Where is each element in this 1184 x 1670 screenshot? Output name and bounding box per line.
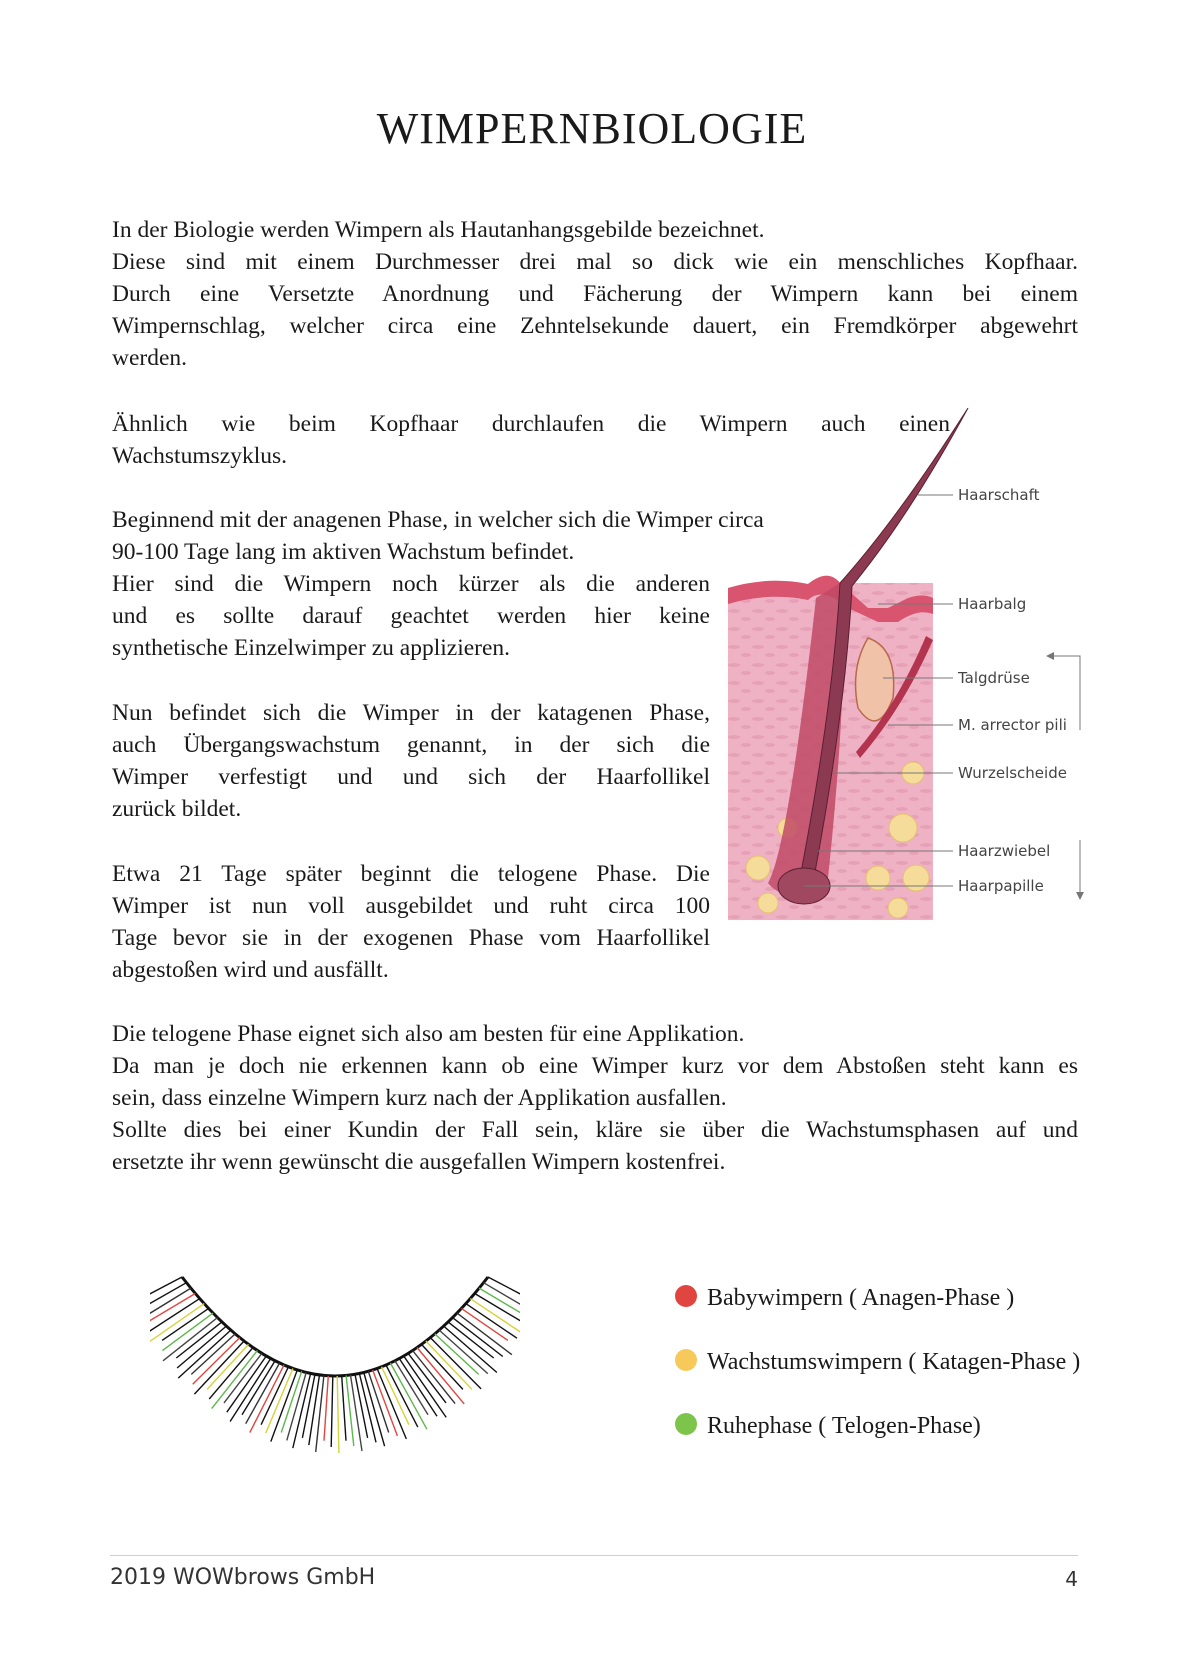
- katagen-line: Wimper verfestigt und und sich der Haarfollikel: [112, 764, 710, 790]
- lash-hair: [331, 1376, 333, 1447]
- intro-line: Wimpernschlag, welcher circa eine Zehntelsekunde dauert, ein Fremdkörper abgewehrt: [112, 313, 1078, 339]
- katagen-line: Nun befindet sich die Wimper in der katagenen Phase,: [112, 700, 710, 726]
- label-haarbalg: Haarbalg: [958, 595, 1027, 613]
- growth-line: Wachstumszyklus.: [112, 443, 287, 469]
- conclusion-line: sein, dass einzelne Wimpern kurz nach der Applikation ausfallen.: [112, 1085, 727, 1111]
- lash-hair: [163, 1318, 218, 1361]
- legend-item-katagen: [675, 1349, 1080, 1376]
- conclusion-line: ersetzte ihr wenn gewünscht die ausgefallen Wimpern kostenfrei.: [112, 1149, 726, 1175]
- growth-line: Ähnlich wie beim Kopfhaar durchlaufen die Wimpern auch einen: [112, 411, 950, 437]
- lash-hair: [435, 1334, 479, 1375]
- lash-hair: [351, 1375, 363, 1451]
- legend-label: Wachstumswimpern ( Katagen-Phase ): [707, 1349, 1081, 1375]
- lash-hair: [470, 1299, 520, 1336]
- intro-paragraph: [112, 214, 1078, 374]
- label-haarzwiebel: Haarzwiebel: [958, 842, 1051, 860]
- legend-item-telogen: [675, 1413, 981, 1440]
- lash-hair: [162, 1313, 213, 1351]
- lash-hair: [207, 1344, 248, 1389]
- lash-hair: [150, 1294, 195, 1322]
- lash-hair: [271, 1370, 298, 1442]
- lash-hair: [461, 1308, 508, 1340]
- conclusion-line: Sollte dies bei einer Kundin der Fall sein, kläre sie über die Wachstumsphasen auf und: [112, 1117, 1078, 1143]
- anagen-line: Beginnend mit der anagenen Phase, in welcher sich die Wimper circa: [112, 507, 764, 533]
- lash-hair: [337, 1376, 339, 1453]
- intro-line: Diese sind mit einem Durchmesser drei mal so dick wie ein menschliches Kopfhaar.: [112, 249, 1078, 275]
- legend-dot-green-icon: [675, 1413, 697, 1435]
- lash-hair: [162, 1308, 209, 1340]
- hair-follicle-diagram: [728, 408, 1118, 928]
- telogen-line: Wimper ist nun voll ausgebildet und ruht circa 100: [112, 893, 710, 919]
- lash-hair: [261, 1367, 288, 1425]
- telogen-line: Tage bevor sie in der exogenen Phase vom Haarfollikel: [112, 925, 710, 951]
- telogen-paragraph: [112, 858, 710, 986]
- anagen-paragraph: [112, 504, 764, 568]
- telogen-line: Etwa 21 Tage später beginnt die telogene Phase. Die: [112, 861, 710, 887]
- legend-item-anagen: [675, 1285, 1014, 1312]
- lash-hair: [426, 1341, 472, 1389]
- page-number: 4: [1065, 1567, 1078, 1591]
- anagen-paragraph-cont: [112, 568, 710, 664]
- anagen-line: synthetische Einzelwimper zu applizieren.: [112, 635, 511, 661]
- katagen-line: auch Übergangswachstum genannt, in der sich die: [112, 732, 710, 758]
- lash-hair: [324, 1376, 328, 1441]
- lash-hair: [422, 1344, 463, 1389]
- lash-strip-illustration: [150, 1265, 520, 1475]
- footer-company: 2019 WOWbrows GmbH: [110, 1565, 376, 1590]
- footer-divider: [110, 1555, 1078, 1556]
- label-talgdruese: Talgdrüse: [958, 669, 1030, 687]
- lash-hair: [377, 1369, 406, 1439]
- telogen-line: abgestoßen wird und ausfällt.: [112, 957, 389, 983]
- lash-hair: [224, 1353, 262, 1403]
- lash-hair: [266, 1369, 293, 1434]
- label-wurzelscheide: Wurzelscheide: [958, 764, 1067, 782]
- intro-line: werden.: [112, 345, 188, 371]
- legend-label: Babywimpern ( Anagen-Phase ): [707, 1285, 1015, 1311]
- lash-hair: [150, 1299, 200, 1332]
- label-arrector-pili: M. arrector pili: [958, 716, 1067, 734]
- conclusion-paragraph: [112, 1018, 1078, 1178]
- lash-hair: [408, 1353, 446, 1403]
- page-title: WIMPERNBIOLOGIE: [376, 104, 808, 153]
- legend-dot-yellow-icon: [675, 1349, 697, 1371]
- lash-hair: [177, 1326, 226, 1368]
- conclusion-line: Die telogene Phase eignet sich also am besten für eine Applikation.: [112, 1021, 745, 1047]
- lash-band: [182, 1277, 488, 1376]
- intro-line: Durch eine Versetzte Anordnung und Fächerung der Wimpern kann bei einem: [112, 281, 1078, 307]
- lash-hair: [191, 1334, 235, 1375]
- anagen-line: Hier sind die Wimpern noch kürzer als die anderen: [112, 571, 710, 597]
- lash-hair: [457, 1313, 512, 1355]
- katagen-line: zurück bildet.: [112, 796, 242, 822]
- legend-dot-red-icon: [675, 1285, 697, 1307]
- anagen-line: und es sollte darauf geachtet werden hier keine: [112, 603, 710, 629]
- lash-hair: [488, 1277, 520, 1302]
- legend-label: Ruhephase ( Telogen-Phase): [707, 1413, 981, 1439]
- lash-hair: [382, 1367, 409, 1425]
- lash-hair: [150, 1304, 204, 1343]
- lash-hair: [439, 1330, 488, 1374]
- lash-hair: [316, 1376, 324, 1453]
- katagen-paragraph: [112, 697, 710, 825]
- lash-hair: [150, 1277, 182, 1302]
- lash-hair: [150, 1283, 186, 1312]
- lash-hair: [342, 1376, 346, 1441]
- conclusion-line: Da man je doch nie erkennen kann ob eine Wimper kurz vor dem Abstoßen steht kann es: [112, 1053, 1078, 1079]
- label-haarpapille: Haarpapille: [958, 877, 1044, 895]
- label-haarschaft: Haarschaft: [958, 486, 1040, 504]
- anagen-line: 90-100 Tage lang im aktiven Wachstum befindet.: [112, 539, 575, 565]
- intro-line: In der Biologie werden Wimpern als Hautanhangsgebilde bezeichnet.: [112, 217, 765, 243]
